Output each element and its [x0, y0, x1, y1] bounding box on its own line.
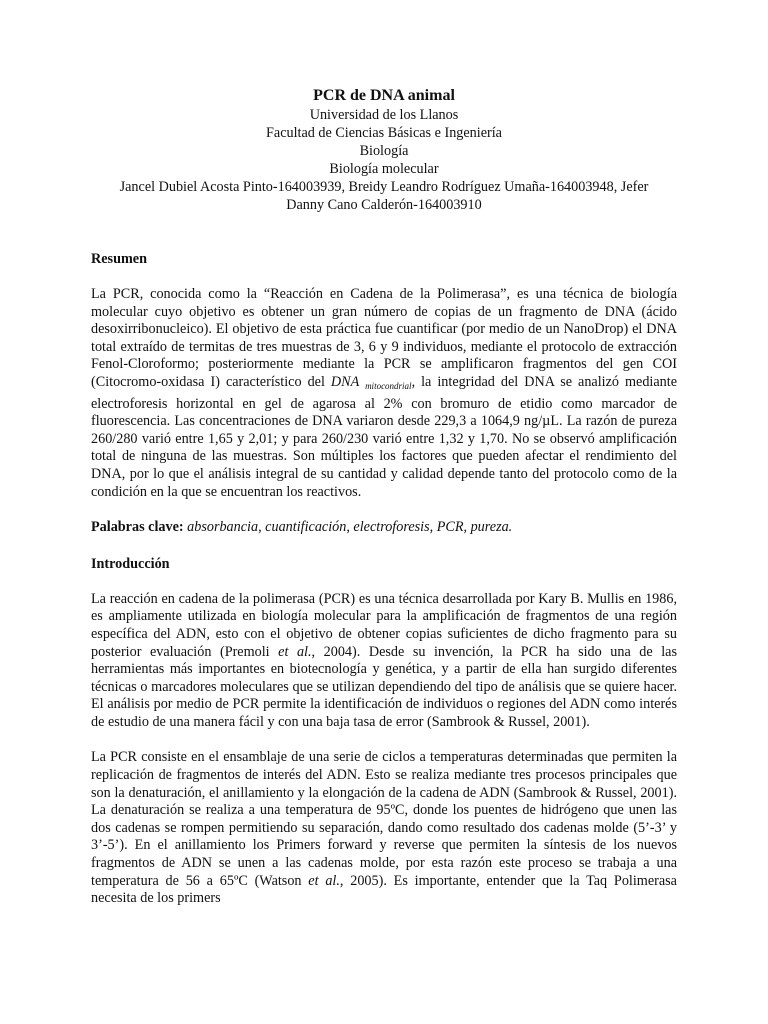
resumen-paragraph: [91, 286, 677, 501]
intro-paragraph-2: [91, 749, 677, 907]
intro-p2-text-b: , 2005). Es importante, entender que la Taq Polimerasa necesita de los primers: [91, 872, 677, 907]
keywords-terms: absorbancia, cuantificación, electroforesis, PCR, pureza.: [187, 519, 513, 536]
dna-word: DNA: [330, 373, 360, 390]
program-name: Biología: [359, 143, 409, 159]
resumen-heading: Resumen: [91, 251, 147, 267]
resumen-text-part-2: , la integridad del DNA se analizó mediante electroforesis horizontal en gel de agarosa al 2% con bromuro de etidio como marcador de fluorescencia. Las concentraciones de DNA variaron desde 229,3 a 1064,9 ng/µL. La razón de pureza 260/280 varió entre 1,65 y 2,01; y para 260/230 varió entre 1,32 y 1,70. No se observó amplificación total de ninguna de las muestras. Son múltiples los factores que pueden afectar el rendimiento del DNA, por lo que el análisis integral de su cantidad y calidad depende tanto del protocolo como de la condición en la que se encuentran los reactivos.: [91, 373, 678, 500]
faculty-name: Facultad de Ciencias Básicas e Ingeniería: [266, 125, 502, 141]
intro-p1-text-b: , 2004). Desde su invención, la PCR ha sido una de las herramientas más importantes en biotecnología y genética, y a partir de ella han surgido diferentes técnicas o marcadores moleculares que se utilizan dependiendo del tipo de análisis que se quiere hacer. El análisis por medio de PCR permite la identificación de individuos o regiones del ADN como interés de estudio de una manera fácil y con una baja tasa de error (Sambrook & Russel, 2001).: [91, 643, 678, 730]
paper-title: PCR de DNA animal: [313, 87, 455, 104]
resumen-section: [91, 250, 677, 501]
keywords-line: [91, 519, 677, 537]
intro-p1-etal: et al.: [278, 643, 312, 660]
intro-paragraph-1: [91, 591, 677, 732]
intro-p2-etal: et al.: [308, 872, 340, 889]
university-name: Universidad de los Llanos: [309, 107, 459, 123]
paper-header: [91, 0, 677, 214]
intro-p2-text-a: La PCR consiste en el ensamblaje de una serie de ciclos a temperaturas determinadas que permiten la replicación de fragmentos de interés del ADN. Esto se realiza mediante tres procesos principales que son la denaturación, el anillamiento y la elongación de la cadena de ADN (Sambrook & Russel, 2001). La denaturación se realiza a una temperatura de 95ºC, donde los puentes de hidrógeno que unen las dos cadenas se rompen permitiendo su separación, dando como resultado dos cadenas molde (5’-3’ y 3’-5’). En el anillamiento los Primers forward y reverse que permiten la síntesis de los nuevos fragmentos de ADN se unen a las cadenas molde, por esta razón este proceso se trabaja a una temperatura de 56 a 65ºC (Watson: [91, 749, 677, 889]
dna-subscript: mitocondrial: [365, 380, 412, 391]
authors-line-1: Jancel Dubiel Acosta Pinto-164003939, Breidy Leandro Rodríguez Umaña-164003948, Jefer: [119, 179, 649, 195]
resumen-text-part-1: La PCR, conocida como la “Reacción en Cadena de la Polimerasa”, es una técnica de biología molecular cuyo objetivo es obtener un gran número de copias de un fragmento de DNA (ácido desoxirribonucleico). El objetivo de esta práctica fue cuantificar (por medio de un NanoDrop) el DNA total extraído de termitas de tres muestras de 3, 6 y 9 individuos, mediante el protocolo de extracción Fenol-Cloroformo; posteriormente mediante la PCR se amplificaron fragmentos del gen COI (Citocromo-oxidasa I) característico del: [91, 286, 677, 390]
intro-p1-text-a: La reacción en cadena de la polimerasa (PCR) es una técnica desarrollada por Kary B. Mullis en 1986, es ampliamente utilizada en biología molecular para la amplificación de fragmentos de una región específica del ADN, esto con el objetivo de obtener copias suficientes de dicho fragmento para su posterior evaluación (Premoli: [91, 590, 677, 660]
introduccion-heading: Introducción: [91, 555, 170, 572]
dna-term: [331, 374, 412, 390]
authors-line-2: Danny Cano Calderón-164003910: [286, 197, 482, 213]
keywords-label: Palabras clave:: [91, 519, 184, 536]
course-name: Biología molecular: [329, 161, 439, 177]
introduccion-section: [91, 555, 677, 908]
